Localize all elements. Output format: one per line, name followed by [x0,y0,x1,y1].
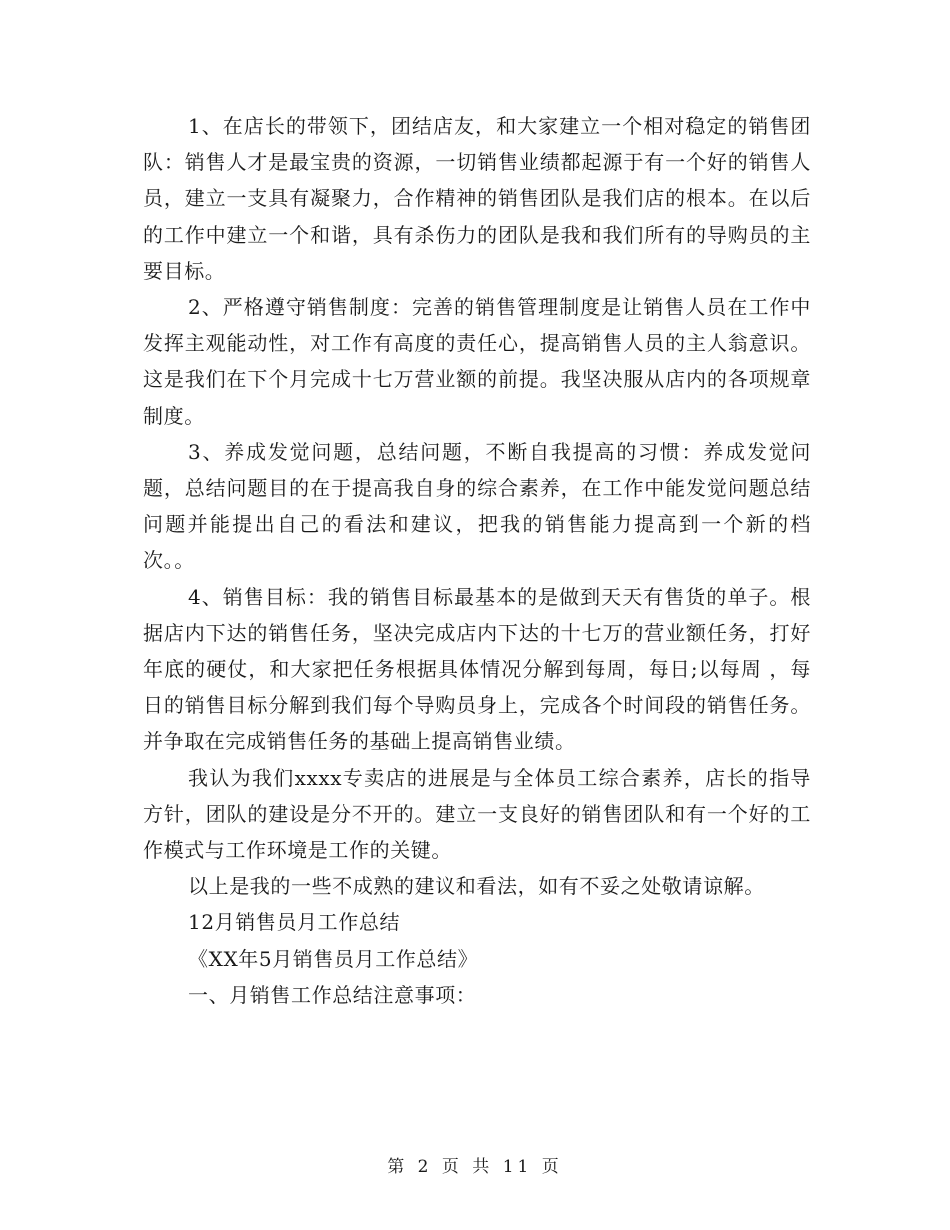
paragraph-sales-target: 4、销售目标：我的销售目标最基本的是做到天天有售货的单子。根据店内下达的销售任务，坚决完成店内下达的十七万的营业额任务，打好年底的硬仗，和大家把任务根据具体情况分解到每周，每日;以每周 ，每日的销售目标分解到我们每个导购员身上，完成各个时间段的销售任务。并争取在完成销售任务的基础上提高销售业绩。 [143,584,811,754]
heading-december-summary: 12月销售员月工作总结 [188,910,401,935]
paragraph-closing-remark: 以上是我的一些不成熟的建议和看法，如有不妥之处敬请谅解。 [188,874,765,899]
document-body [143,108,811,1013]
heading-may-summary: 《XX年5月销售员月工作总结》 [188,946,479,971]
paragraph-team-building: 1、在店长的带领下，团结店友，和大家建立一个相对稳定的销售团队：销售人才是最宝贵的资源，一切销售业绩都起源于有一个好的销售人员，建立一支具有凝聚力，合作精神的销售团队是我们店的根本。在以后的工作中建立一个和谐，具有杀伤力的团队是我和我们所有的导购员的主要目标。 [143,114,811,283]
paragraph-store-development: 我认为我们xxxx专卖店的进展是与全体员工综合素养，店长的指导方针，团队的建设是分不开的。建立一支良好的销售团队和有一个好的工作模式与工作环境是工作的关键。 [143,765,811,863]
paragraph-sales-rules: 2、严格遵守销售制度：完善的销售管理制度是让销售人员在工作中发挥主观能动性，对工作有高度的责任心，提高销售人员的主人翁意识。这是我们在下个月完成十七万营业额的前提。我坚决服从店内的各项规章制度。 [143,295,811,428]
page-number-footer: 第 2 页 共 11 页 [387,1157,563,1177]
heading-section-one: 一、月销售工作总结注意事项： [188,982,477,1007]
paragraph-problem-solving: 3、养成发觉问题，总结问题，不断自我提高的习惯：养成发觉问题，总结问题目的在于提高我自身的综合素养，在工作中能发觉问题总结问题并能提出自己的看法和建议，把我的销售能力提高到一个新的档次。。 [143,439,811,573]
